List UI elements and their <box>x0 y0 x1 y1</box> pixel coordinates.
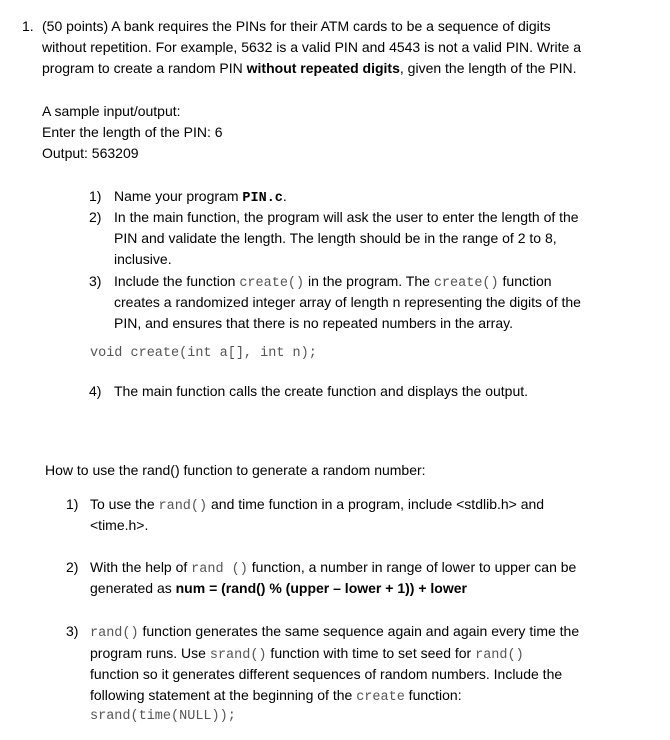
tip-3-line-2 <box>90 643 524 666</box>
sample-heading: A sample input/output: <box>42 103 181 119</box>
req-3-line-1 <box>114 271 552 294</box>
tip-1-number: 1) <box>66 496 79 512</box>
req-1-text <box>114 186 287 209</box>
question-emphasis: without repeated digits <box>246 60 400 76</box>
req-3-number: 3) <box>89 273 102 289</box>
tip-1-text-b: and time function in a program, include <stdlib.h> and <box>207 496 545 512</box>
req-3-text-c: function <box>498 273 552 289</box>
sample-output-line: Output: 563209 <box>42 145 139 161</box>
req-3-text-a: Include the function <box>114 273 240 289</box>
tip-1-code-rand: rand() <box>158 499 208 514</box>
req-3-code-create-1: create() <box>239 276 305 291</box>
sample-input-line: Enter the length of the PIN: 6 <box>42 124 223 140</box>
req-3-line-3: PIN, and ensures that there is no repeated numbers in the array. <box>114 315 513 331</box>
req-1-number: 1) <box>89 188 102 204</box>
req-1-label: Name your program <box>114 188 243 204</box>
question-number: 1. <box>22 18 34 34</box>
req-1-filename: PIN.c <box>242 191 283 206</box>
tip-3-code-create: create <box>356 690 405 705</box>
tip-3-code-srand: srand() <box>209 648 267 663</box>
req-2-number: 2) <box>89 209 102 225</box>
tip-2-text-b: function, a number in range of lower to upper can be <box>247 559 577 575</box>
req-3-line-2: creates a randomized integer array of length n representing the digits of the <box>114 294 581 310</box>
tip-2-line-1 <box>90 557 576 580</box>
req-1-period: . <box>282 188 287 204</box>
question-line-3-text: program to create a random PIN <box>42 60 247 76</box>
req-2-line-2: PIN and validate the length. The length should be in the range of 2 to 8, <box>114 230 557 246</box>
question-line-1: (50 points) A bank requires the PINs for their ATM cards to be a sequence of digits <box>42 18 551 34</box>
tip-3-text-d: following statement at the beginning of the <box>90 687 357 703</box>
tip-2-text-c: generated as <box>90 580 176 596</box>
req-2-line-1: In the main function, the program will ask the user to enter the length of the <box>114 209 579 225</box>
tip-2-formula: num = (rand() % (upper – lower + 1)) + lower <box>175 580 467 596</box>
req-3-code-create-2: create() <box>433 276 499 291</box>
tip-1-line-1 <box>90 494 544 517</box>
req-4-number: 4) <box>89 383 102 399</box>
req-3-text-b: in the program. The <box>304 273 434 289</box>
tip-2-text-a: With the help of <box>90 559 192 575</box>
tip-2-code-rand: rand () <box>191 562 248 577</box>
tip-3-code-rand-2: rand() <box>475 648 524 663</box>
question-line-3-tail: , given the length of the PIN. <box>399 60 577 76</box>
tip-3-line-4 <box>90 685 462 708</box>
req-2-line-3: inclusive. <box>114 251 172 267</box>
tip-3-code-rand: rand() <box>90 626 139 641</box>
tip-3-number: 3) <box>66 623 79 639</box>
question-line-2: without repetition. For example, 5632 is a valid PIN and 4543 is not a valid PIN. Write a <box>42 39 582 55</box>
function-prototype: void create(int a[], int n); <box>90 346 317 361</box>
rand-heading: How to use the rand() function to generate a random number: <box>45 462 426 478</box>
tip-3-text-b: program runs. Use <box>90 645 210 661</box>
tip-1-text-a: To use the <box>90 496 159 512</box>
tip-1-line-2: <time.h>. <box>90 517 149 533</box>
question-line-3 <box>42 58 577 79</box>
tip-3-text-a: function generates the same sequence again and again every time the <box>138 623 580 639</box>
srand-statement: srand(time(NULL)); <box>90 709 236 724</box>
req-4-text: The main function calls the create function and displays the output. <box>114 383 529 399</box>
tip-3-text-e: function: <box>404 687 462 703</box>
tip-2-line-2 <box>90 578 467 599</box>
tip-3-line-1 <box>90 621 579 644</box>
tip-2-number: 2) <box>66 559 79 575</box>
tip-3-text-c: function with time to set seed for <box>266 645 476 661</box>
tip-3-line-3: function so it generates different sequences of random numbers. Include the <box>90 666 563 682</box>
